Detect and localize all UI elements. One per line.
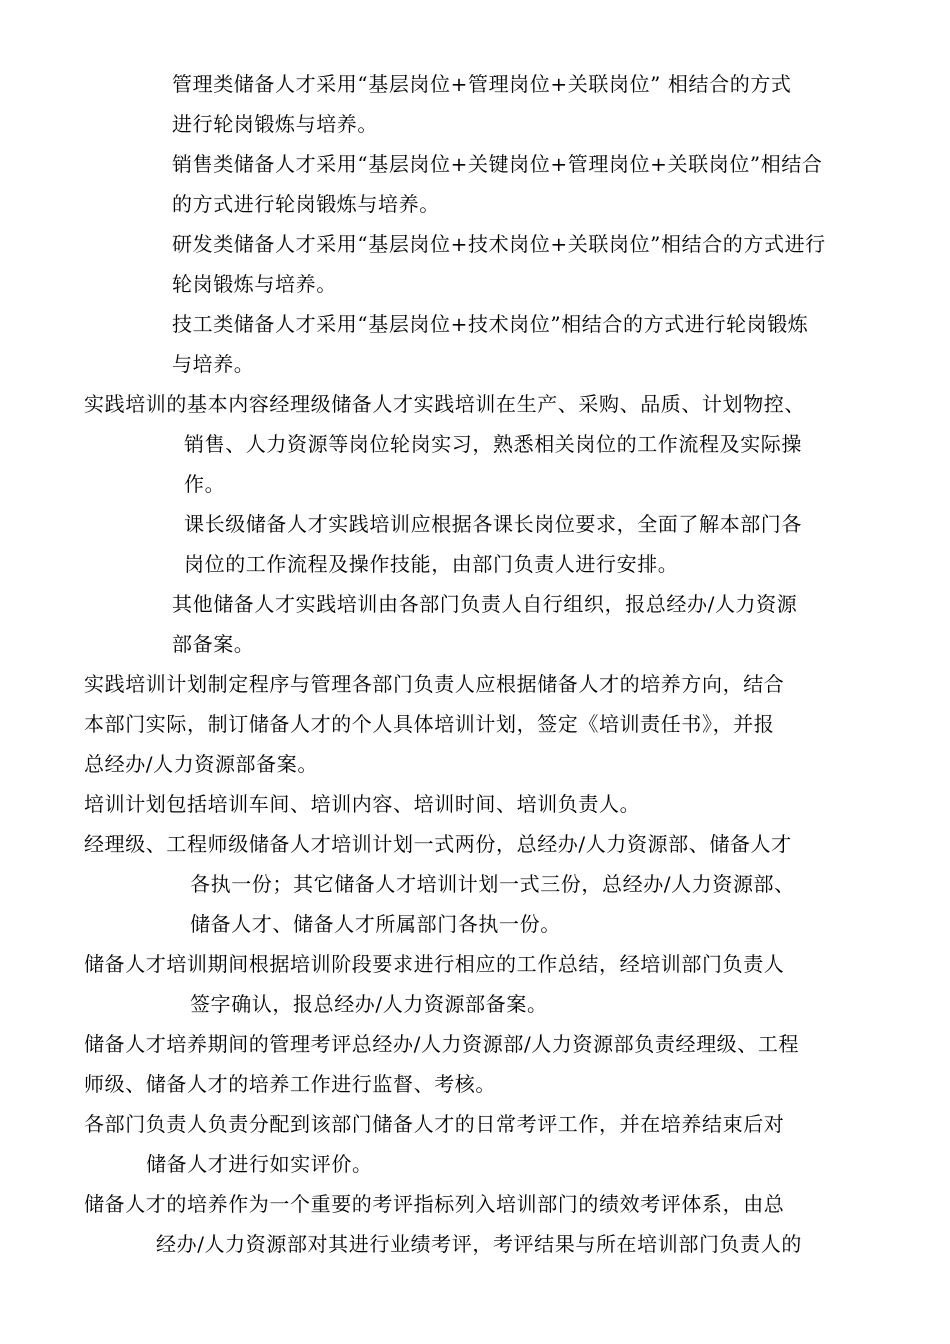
text-line: 实践培训的基本内容经理级储备人才实践培训在生产、采购、品质、计划物控、 [84, 392, 805, 416]
text-line: 技工类储备人才采用“基层岗位+技术岗位”相结合的方式进行轮岗锻炼 [172, 312, 809, 336]
text-line: 轮岗锻炼与培养。 [172, 272, 337, 296]
text-line: 总经办/人力资源部备案。 [84, 752, 318, 776]
text-line: 课长级储备人才实践培训应根据各课长岗位要求，全面了解本部门各 [184, 512, 802, 536]
text-line: 销售、人力资源等岗位轮岗实习，熟悉相关岗位的工作流程及实际操 [184, 432, 802, 456]
text-line: 的方式进行轮岗锻炼与培养。 [172, 192, 440, 216]
text-line: 作。 [184, 472, 226, 496]
text-line: 实践培训计划制定程序与管理各部门负责人应根据储备人才的培养方向，结合 [84, 672, 785, 696]
text-line: 储备人才进行如实评价。 [146, 1152, 373, 1176]
text-line: 研发类储备人才采用“基层岗位+技术岗位+关联岗位”相结合的方式进行 [172, 232, 826, 256]
text-line: 师级、储备人才的培养工作进行监督、考核。 [84, 1072, 496, 1096]
text-line: 经理级、工程师级储备人才培训计划一式两份，总经办/人力资源部、储备人才 [84, 832, 792, 856]
text-line: 储备人才的培养作为一个重要的考评指标列入培训部门的绩效考评体系，由总 [84, 1192, 785, 1216]
text-line: 储备人才培养期间的管理考评总经办/人力资源部/人力资源部负责经理级、工程 [84, 1032, 800, 1056]
text-line: 本部门实际，制订储备人才的个人具体培训计划，签定《培训责任书》，并报 [84, 712, 775, 736]
text-line: 各执一份；其它储备人才培训计划一式三份，总经办/人力资源部、 [190, 872, 795, 896]
text-line: 培训计划包括培训车间、培训内容、培训时间、培训负责人。 [84, 792, 641, 816]
text-line: 管理类储备人才采用“基层岗位+管理岗位+关联岗位” 相结合的方式 [172, 72, 792, 96]
text-line: 签字确认，报总经办/人力资源部备案。 [190, 992, 548, 1016]
text-line: 进行轮岗锻炼与培养。 [172, 112, 378, 136]
text-line: 销售类储备人才采用“基层岗位+关键岗位+管理岗位+关联岗位”相结合 [172, 152, 823, 176]
text-line: 岗位的工作流程及操作技能，由部门负责人进行安排。 [184, 552, 679, 576]
text-line: 其他储备人才实践培训由各部门负责人自行组织，报总经办/人力资源 [172, 592, 798, 616]
text-line: 储备人才培训期间根据培训阶段要求进行相应的工作总结，经培训部门负责人 [84, 952, 785, 976]
text-line: 各部门负责人负责分配到该部门储备人才的日常考评工作，并在培养结束后对 [84, 1112, 785, 1136]
text-line: 经办/人力资源部对其进行业绩考评，考评结果与所在培训部门负责人的 [156, 1232, 802, 1256]
text-line: 储备人才、储备人才所属部门各执一份。 [190, 912, 561, 936]
text-line: 部备案。 [172, 632, 255, 656]
text-line: 与培养。 [172, 352, 255, 376]
